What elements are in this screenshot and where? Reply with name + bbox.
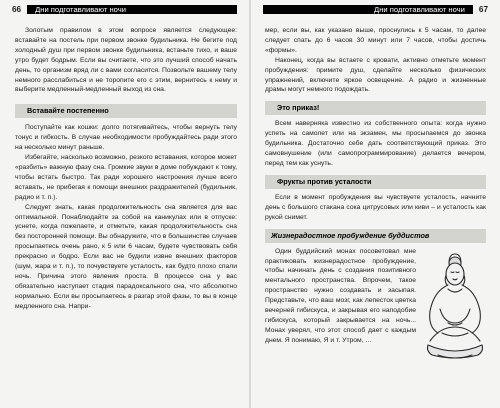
right-page	[251, 0, 500, 408]
left-paragraph: Следует знать, какая продолжительность сна является для вас оптимальной. Понаблюдайте за собой на каникулах или в отпуске: уснете, когда пожелаете, и отметьте, какая продолжительность сна без посторонней помощи. Вы обнаружите, что в большинстве случаев просыпаетесь очень рано, к 5 или 6 часам, будете чувствовать себя прекрасно и бодро. Если вас не будили извне внешних факторов (шум, жара и т. п.), то почувствуете усталость, как будто плохо спали ночь. Причина этого явления проста. В процессе сна у вас обязательно наступает стадия парадоксального сна, что абсолютно нормально. Если вы просыпаетесь в разгар этой фазы, то вы в конце медленного сна. Напри-	[15, 203, 237, 310]
right-paragraph: Всем наверняка известно из собственного опыта: когда нужно успеть на самолет или на экзамен, мы просыпаемся до звонка будильника. Достаточно себе дать соответствующий приказ. Это самовнушение (или самопрограммирование) делается вечером, перед тем как уснуть.	[265, 120, 486, 167]
buddha-illustration	[418, 249, 492, 367]
left-paragraph: Поступайте как кошки: долго потягивайтесь, чтобы вернуть телу тонус и гибкость. В случае необходимости пробуждайтесь ради этого на несколько минут раньше.	[15, 124, 237, 152]
right-page-number: 67	[478, 5, 488, 14]
right-paragraph: Наконец, когда вы встаете с кровати, активно отметьте момент пробуждения: примите душ, сделайте несколько физических упражнений, включите яркое освещение. А радио и жизненные драмы могут немного подождать.	[265, 56, 486, 94]
left-page-body	[15, 26, 237, 312]
left-page	[0, 0, 249, 408]
left-page-number: 66	[12, 5, 22, 14]
section-heading: Это приказ!	[265, 101, 486, 115]
left-page-header	[12, 4, 237, 15]
right-page-body	[265, 26, 486, 346]
right-paragraph: мер, если вы, как указано выше, проснулись к 5 часам, то далее следует спать до 6 часов 30 минут или 7 часов, чтобы достичь «формы».	[265, 27, 486, 54]
right-paragraph: Если в момент пробуждения вы чувствуете усталость, начните день с большого стакана сока цитрусовых или киви – и усталость как рукой снимет.	[265, 193, 486, 221]
left-running-head: Дни подготавливают ночи	[27, 5, 237, 14]
right-running-head: Дни подготавливают ночи	[263, 5, 473, 14]
section-heading: Фрукты против усталости	[265, 175, 486, 189]
left-paragraph: Золотым правилом в этом вопросе является следующее: вставайте на постель при первом звонке будильника. Не бегите под холодный душ при первом звонке будильника, встаньте тихо, и ваше утро будет бодрым. Если вы считаете, что это лучший способ начать день, то организм вряд ли с вами согласится. Позвольте вашему телу немного расслабиться и не торопите его с этим, вернитесь к нему и выберите медленный-медленный выход из сна.	[15, 27, 237, 94]
section-heading: Вставайте постепенно	[15, 104, 237, 118]
section-heading: Жизнерадостное пробуждение буддистов	[265, 229, 486, 243]
buddhist-section	[265, 247, 486, 346]
right-page-header	[263, 4, 488, 15]
left-paragraph: Избегайте, насколько возможно, резкого вставания, которое может «разбить» важную фазу сна. Громкие звуки в доме побуждают к тому, чтобы встать быстро. Так ради хорошего настроения лучше всего вставать, не прибегая к помощи внешних раздражителей (будильник, радио и т. п.).	[15, 154, 237, 201]
right-paragraph: Один буддийский монах посоветовал мне практиковать жизнерадостное пробуждение, чтобы начинать день с создания позитивного ментального пространства. Впрочем, такое пространство нужно создавать и засыпая. Представьте, что ваш мозг, как лепесток цветка вечерней гибискуса, и закрывая его наподобие гибискуса, который закрывается на ночь... Монах уверял, что этот способ дает с каждым днем. Я понимаю, Я и т. Утром, ...	[265, 247, 416, 344]
